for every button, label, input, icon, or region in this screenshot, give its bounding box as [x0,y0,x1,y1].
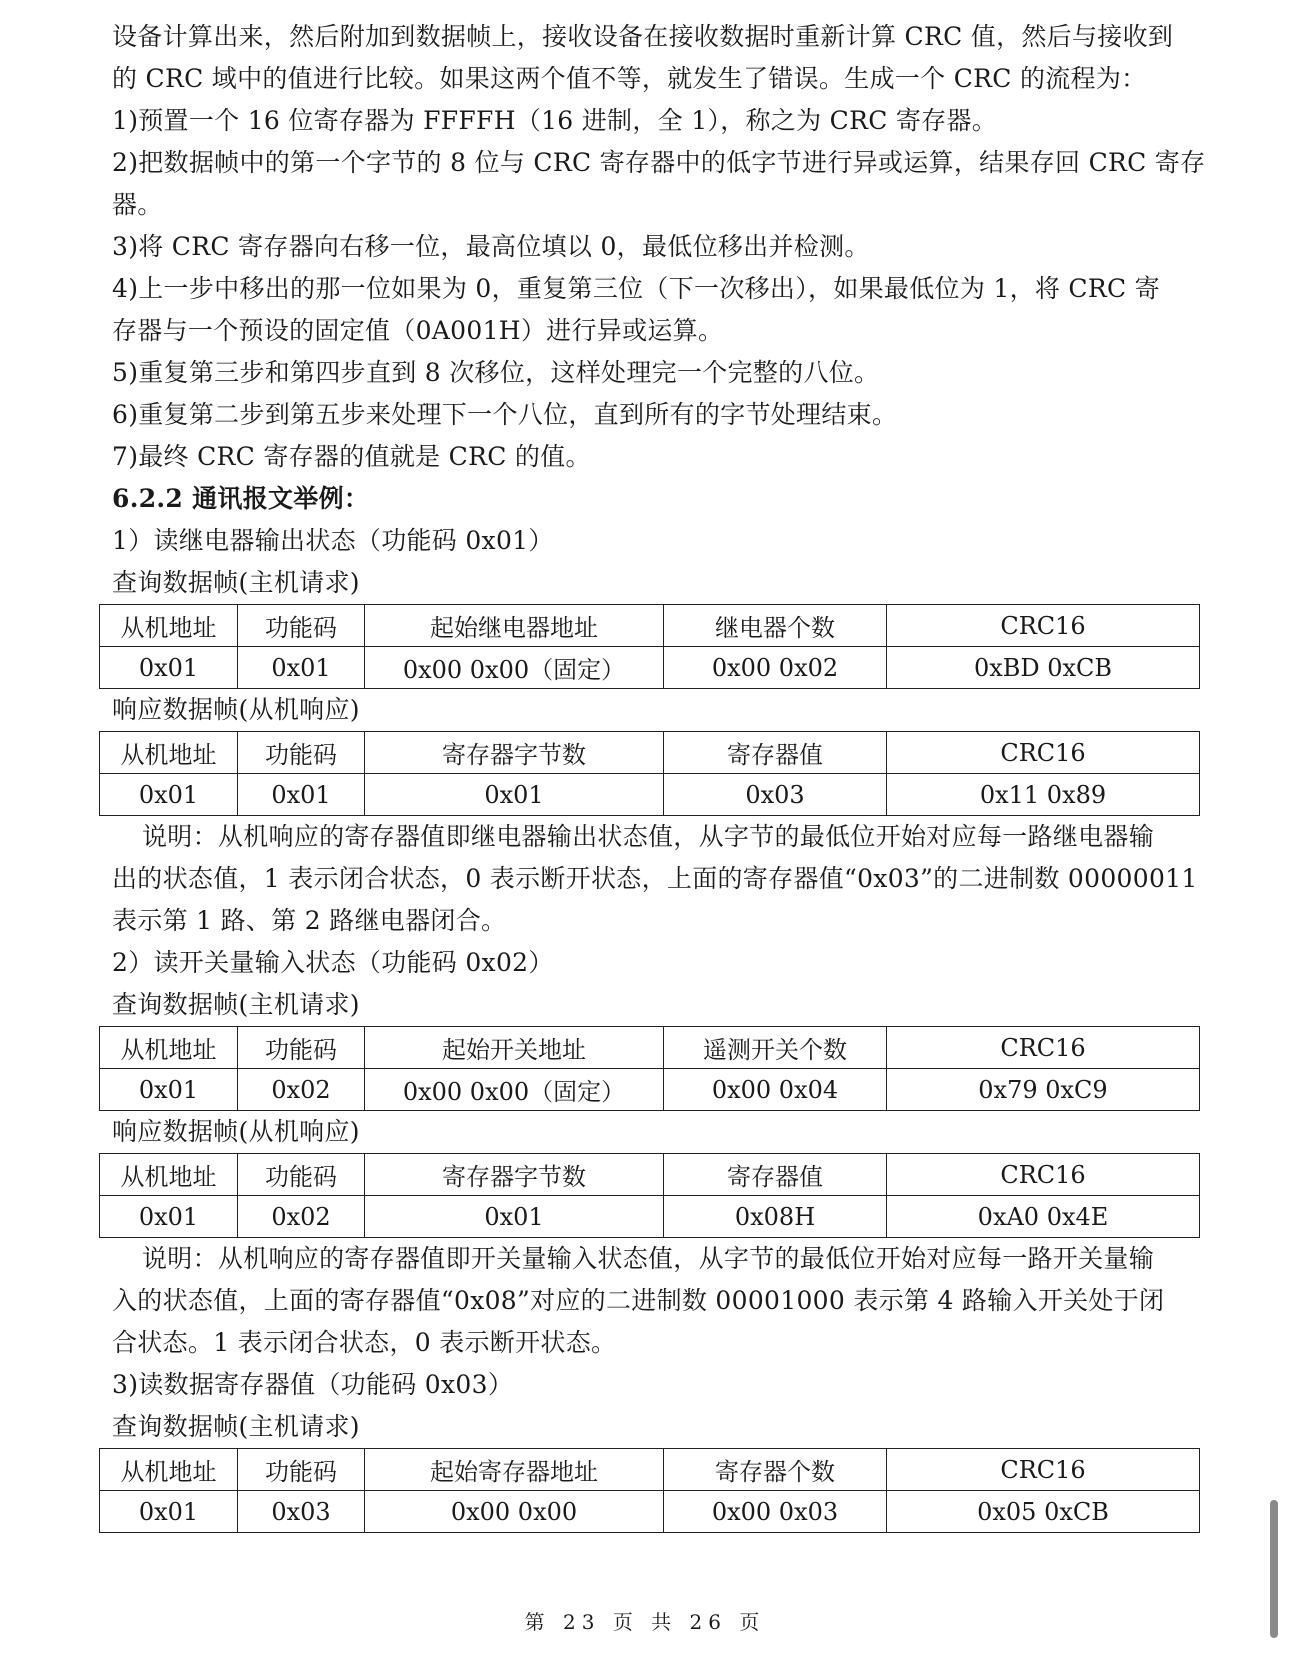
table-cell: CRC16 [887,605,1200,647]
table-cell: 功能码 [238,1154,365,1196]
table-cell: 从机地址 [100,1027,238,1069]
note-line: 说明：从机响应的寄存器值即继电器输出状态值，从字节的最低位开始对应每一路继电器输 [142,822,1155,851]
table-cell: 从机地址 [100,732,238,774]
table-cell: 0x03 [664,774,887,816]
table-header-row [100,1154,1200,1196]
example-title: 2）读开关量输入状态（功能码 0x02） [112,948,554,977]
paragraph-line: 7)最终 CRC 寄存器的值就是 CRC 的值。 [112,442,591,471]
table-cell: 从机地址 [100,1154,238,1196]
table-cell: 0xA0 0x4E [887,1196,1200,1238]
table-cell: 0x01 [238,774,365,816]
query-frame-table [99,604,1200,689]
paragraph-line: 1)预置一个 16 位寄存器为 FFFFH（16 进制，全 1），称之为 CRC 寄存器。 [112,106,998,135]
note-line: 合状态。1 表示闭合状态，0 表示断开状态。 [112,1328,617,1357]
page-number-footer: 第 23 页 共 26 页 [524,1610,766,1634]
response-frame-table [99,731,1200,816]
paragraph-line: 3)将 CRC 寄存器向右移一位，最高位填以 0，最低位移出并检测。 [112,232,870,261]
paragraph-line: 6)重复第二步到第五步来处理下一个八位，直到所有的字节处理结束。 [112,400,898,429]
table-row [100,1196,1200,1238]
response-frame-label: 响应数据帧(从机响应) [112,1117,360,1146]
table-cell: CRC16 [887,732,1200,774]
query-frame-table [99,1448,1200,1533]
table-cell: 0x05 0xCB [887,1491,1200,1533]
table-cell: 0xBD 0xCB [887,647,1200,689]
response-frame-label: 响应数据帧(从机响应) [112,695,360,724]
example-title: 3)读数据寄存器值（功能码 0x03） [112,1370,514,1399]
paragraph-line: 设备计算出来，然后附加到数据帧上，接收设备在接收数据时重新计算 CRC 值，然后与接收到 [112,22,1174,51]
query-frame-label: 查询数据帧(主机请求) [112,1412,360,1441]
query-frame-label: 查询数据帧(主机请求) [112,990,360,1019]
table-cell: 0x00 0x00 [365,1491,664,1533]
paragraph-line: 4)上一步中移出的那一位如果为 0，重复第三位（下一次移出），如果最低位为 1，将 CRC 寄 [112,274,1160,303]
table-cell: CRC16 [887,1154,1200,1196]
table-cell: 遥测开关个数 [664,1027,887,1069]
table-cell: 0x01 [365,1196,664,1238]
note-line: 说明：从机响应的寄存器值即开关量输入状态值，从字节的最低位开始对应每一路开关量输 [142,1244,1155,1273]
table-row [100,1069,1200,1111]
table-cell: 寄存器字节数 [365,732,664,774]
table-header-row [100,732,1200,774]
table-cell: 0x02 [238,1196,365,1238]
table-cell: 0x01 [100,647,238,689]
query-frame-table [99,1026,1200,1111]
paragraph-line: 存器与一个预设的固定值（0A001H）进行异或运算。 [112,316,724,345]
table-cell: 0x11 0x89 [887,774,1200,816]
table-cell: 寄存器值 [664,732,887,774]
table-cell: 起始开关地址 [365,1027,664,1069]
scrollbar-thumb[interactable] [1270,1500,1278,1638]
paragraph-line: 的 CRC 域中的值进行比较。如果这两个值不等，就发生了错误。生成一个 CRC 的流程为： [112,64,1147,93]
table-cell: CRC16 [887,1449,1200,1491]
table-cell: 0x01 [100,774,238,816]
table-cell: 继电器个数 [664,605,887,647]
table-cell: 起始寄存器地址 [365,1449,664,1491]
table-cell: 从机地址 [100,605,238,647]
table-cell: 功能码 [238,1449,365,1491]
section-title: 6.2.2 通讯报文举例： [112,484,370,513]
table-cell: 0x03 [238,1491,365,1533]
table-cell: 0x00 0x02 [664,647,887,689]
table-cell: 功能码 [238,1027,365,1069]
page-content [112,16,1212,1533]
table-cell: 0x00 0x04 [664,1069,887,1111]
example-title: 1）读继电器输出状态（功能码 0x01） [112,526,554,555]
table-cell: 0x00 0x03 [664,1491,887,1533]
table-cell: 0x01 [365,774,664,816]
note-line: 出的状态值，1 表示闭合状态，0 表示断开状态，上面的寄存器值“0x03”的二进制数 00000011 [112,864,1198,893]
response-frame-table [99,1153,1200,1238]
table-cell: 0x01 [100,1491,238,1533]
table-header-row [100,1027,1200,1069]
table-cell: 起始继电器地址 [365,605,664,647]
table-cell: 0x79 0xC9 [887,1069,1200,1111]
table-row [100,1491,1200,1533]
table-cell: 从机地址 [100,1449,238,1491]
table-row [100,774,1200,816]
table-row [100,647,1200,689]
table-cell: 0x08H [664,1196,887,1238]
note-line: 入的状态值，上面的寄存器值“0x08”对应的二进制数 00001000 表示第 4 路输入开关处于闭 [112,1286,1165,1315]
table-cell: 0x00 0x00（固定） [365,647,664,689]
table-cell: 0x00 0x00（固定） [365,1069,664,1111]
table-cell: 0x01 [100,1196,238,1238]
table-header-row [100,605,1200,647]
table-cell: 0x02 [238,1069,365,1111]
table-cell: 功能码 [238,732,365,774]
table-cell: 寄存器值 [664,1154,887,1196]
table-cell: 0x01 [100,1069,238,1111]
table-cell: 寄存器字节数 [365,1154,664,1196]
paragraph-line: 2)把数据帧中的第一个字节的 8 位与 CRC 寄存器中的低字节进行异或运算，结果存回 CRC 寄存 [112,148,1206,177]
paragraph-line: 器。 [112,190,163,219]
query-frame-label: 查询数据帧(主机请求) [112,568,360,597]
paragraph-line: 5)重复第三步和第四步直到 8 次移位，这样处理完一个完整的八位。 [112,358,880,387]
table-cell: 寄存器个数 [664,1449,887,1491]
table-cell: 功能码 [238,605,365,647]
table-header-row [100,1449,1200,1491]
note-line: 表示第 1 路、第 2 路继电器闭合。 [112,906,507,935]
table-cell: 0x01 [238,647,365,689]
table-cell: CRC16 [887,1027,1200,1069]
